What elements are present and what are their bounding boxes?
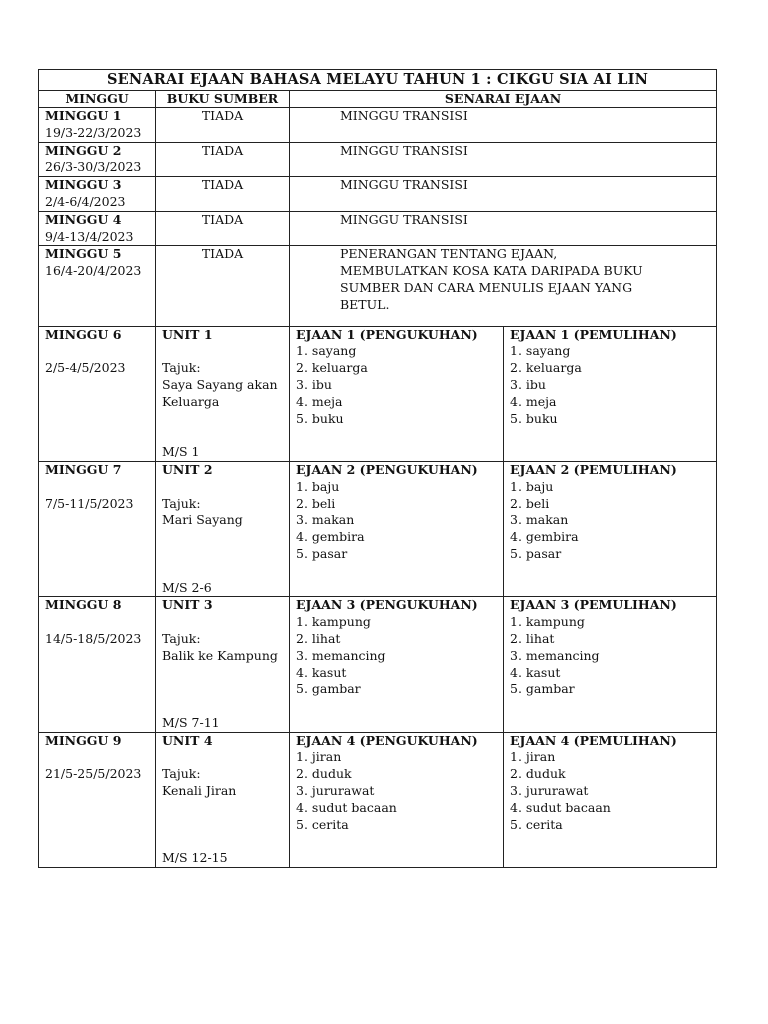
unit-topic: Mari Sayang: [162, 512, 243, 528]
table-row: [39, 326, 717, 461]
unit-label: UNIT 1: [162, 326, 213, 342]
unit-topic: Kenali Jiran: [162, 783, 237, 799]
pemulihan-word: 1. jiran: [510, 749, 556, 765]
pemulihan-title: EJAAN 3 (PEMULIHAN): [510, 597, 677, 613]
pengukuhan-word: 4. gembira: [296, 529, 365, 545]
pengukuhan-title: EJAAN 4 (PENGUKUHAN): [296, 732, 478, 748]
week-cell: [39, 326, 156, 461]
source-value: TIADA: [201, 246, 244, 262]
pemulihan-word: 5. pasar: [510, 545, 562, 561]
unit-label: UNIT 4: [162, 732, 213, 748]
pengukuhan-cell: [290, 732, 504, 867]
header-minggu: MINGGU: [39, 91, 156, 108]
table-row: [39, 597, 717, 732]
week-cell: [39, 597, 156, 732]
spelling-line: MINGGU TRANSISI: [340, 142, 468, 158]
page-ref: M/S 1: [162, 444, 200, 460]
pemulihan-word: 4. sudut bacaan: [510, 799, 611, 815]
tajuk-label: Tajuk:: [162, 495, 201, 511]
spelling-cell: [290, 211, 717, 246]
pengukuhan-word: 4. meja: [296, 393, 343, 409]
week-label: MINGGU 1: [45, 108, 122, 123]
pengukuhan-word: 2. beli: [296, 495, 336, 511]
pemulihan-word: 3. ibu: [510, 376, 546, 392]
spacer: [162, 479, 283, 496]
page-ref: M/S 12-15: [162, 850, 228, 866]
spelling-cell: [290, 142, 717, 177]
week-label: MINGGU 8: [45, 597, 122, 613]
spacer: [162, 411, 283, 445]
spelling-cell: [290, 246, 717, 326]
week-cell: [39, 142, 156, 177]
pengukuhan-cell: [290, 461, 504, 596]
pemulihan-word: 4. meja: [510, 393, 557, 409]
pemulihan-title: EJAAN 4 (PEMULIHAN): [510, 732, 677, 748]
pemulihan-word: 4. kasut: [510, 664, 561, 680]
source-cell: [156, 177, 290, 212]
spacer: [45, 749, 149, 766]
table-row: [39, 177, 717, 212]
pemulihan-word: 5. gambar: [510, 681, 575, 697]
week-dates: 14/5-18/5/2023: [45, 630, 142, 646]
pengukuhan-word: 1. jiran: [296, 749, 342, 765]
pemulihan-word: 3. jururawat: [510, 783, 589, 799]
week-dates: 26/3-30/3/2023: [45, 159, 142, 175]
table-row: [39, 211, 717, 246]
week-dates: 21/5-25/5/2023: [45, 766, 142, 782]
spacer: [162, 800, 283, 850]
pemulihan-word: 5. buku: [510, 410, 558, 426]
table-row: [39, 142, 717, 177]
unit-cell: [156, 597, 290, 732]
title-row: [39, 70, 717, 91]
week-dates: 9/4-13/4/2023: [45, 228, 134, 244]
week-label: MINGGU 3: [45, 177, 122, 193]
pemulihan-cell: [504, 326, 717, 461]
source-cell: [156, 211, 290, 246]
unit-cell: [156, 461, 290, 596]
pemulihan-word: 5. cerita: [510, 816, 563, 832]
week-label: MINGGU 5: [45, 246, 122, 262]
week-dates: 2/5-4/5/2023: [45, 360, 126, 376]
page-ref: M/S 2-6: [162, 579, 212, 595]
pengukuhan-word: 5. gambar: [296, 681, 361, 697]
week-cell: [39, 108, 156, 143]
header-row: [39, 91, 717, 108]
unit-cell: [156, 326, 290, 461]
tajuk-label: Tajuk:: [162, 630, 201, 646]
source-value: TIADA: [201, 142, 244, 158]
week-cell: [39, 246, 156, 326]
spelling-line: PENERANGAN TENTANG EJAAN,: [340, 246, 558, 262]
table-row: [39, 108, 717, 143]
page-ref: M/S 7-11: [162, 714, 220, 730]
pemulihan-cell: [504, 732, 717, 867]
spacer: [45, 343, 149, 360]
tajuk-label: Tajuk:: [162, 360, 201, 376]
unit-topic: Balik ke Kampung: [162, 647, 278, 663]
spacer: [162, 343, 283, 360]
pemulihan-word: 3. makan: [510, 512, 569, 528]
pengukuhan-word: 1. baju: [296, 478, 340, 494]
spacer: [162, 665, 283, 715]
pemulihan-word: 1. kampung: [510, 614, 585, 630]
week-label: MINGGU 7: [45, 461, 122, 477]
spelling-cell: [290, 108, 717, 143]
pemulihan-title: EJAAN 1 (PEMULIHAN): [510, 326, 677, 342]
header-buku-sumber: BUKU SUMBER: [156, 91, 290, 108]
document-title: SENARAI EJAAN BAHASA MELAYU TAHUN 1 : CIKGU SIA AI LIN: [39, 70, 717, 91]
spelling-line: SUMBER DAN CARA MENULIS EJAAN YANG: [340, 279, 633, 295]
week-label: MINGGU 9: [45, 732, 122, 748]
spelling-line: MINGGU TRANSISI: [340, 211, 468, 227]
spelling-cell: [290, 177, 717, 212]
pengukuhan-word: 2. duduk: [296, 766, 352, 782]
spelling-schedule-table: [38, 69, 717, 868]
pengukuhan-word: 3. jururawat: [296, 783, 375, 799]
spelling-line: BETUL.: [340, 296, 390, 312]
pemulihan-word: 1. baju: [510, 478, 554, 494]
week-cell: [39, 732, 156, 867]
spacer: [162, 749, 283, 766]
source-cell: [156, 108, 290, 143]
week-label: MINGGU 2: [45, 142, 122, 158]
unit-label: UNIT 3: [162, 597, 213, 613]
spacer: [45, 479, 149, 496]
pemulihan-cell: [504, 597, 717, 732]
pemulihan-word: 2. duduk: [510, 766, 566, 782]
unit-cell: [156, 732, 290, 867]
spelling-line: MEMBULATKAN KOSA KATA DARIPADA BUKU: [340, 263, 643, 279]
spacer: [162, 614, 283, 631]
pengukuhan-title: EJAAN 3 (PENGUKUHAN): [296, 597, 478, 613]
spacer: [45, 614, 149, 631]
pengukuhan-word: 4. sudut bacaan: [296, 799, 397, 815]
week-label: MINGGU 6: [45, 326, 122, 342]
pemulihan-title: EJAAN 2 (PEMULIHAN): [510, 461, 677, 477]
pengukuhan-title: EJAAN 1 (PENGUKUHAN): [296, 326, 478, 342]
pengukuhan-word: 5. pasar: [296, 545, 348, 561]
pemulihan-word: 2. beli: [510, 495, 550, 511]
source-value: TIADA: [201, 108, 244, 123]
week-dates: 16/4-20/4/2023: [45, 263, 142, 279]
week-cell: [39, 177, 156, 212]
week-cell: [39, 211, 156, 246]
pemulihan-word: 2. lihat: [510, 630, 555, 646]
table-row: [39, 732, 717, 867]
source-value: TIADA: [201, 211, 244, 227]
week-cell: [39, 461, 156, 596]
week-dates: 19/3-22/3/2023: [45, 124, 142, 140]
pengukuhan-title: EJAAN 2 (PENGUKUHAN): [296, 461, 478, 477]
pengukuhan-word: 1. sayang: [296, 343, 357, 359]
spelling-line: MINGGU TRANSISI: [340, 108, 468, 123]
unit-topic: Saya Sayang akan: [162, 376, 278, 392]
week-dates: 7/5-11/5/2023: [45, 495, 134, 511]
pengukuhan-cell: [290, 597, 504, 732]
pengukuhan-word: 3. makan: [296, 512, 355, 528]
header-senarai-ejaan: SENARAI EJAAN: [290, 91, 717, 108]
pemulihan-word: 3. memancing: [510, 647, 600, 663]
pengukuhan-word: 2. lihat: [296, 630, 341, 646]
spacer: [162, 529, 283, 579]
table-body: [39, 70, 717, 868]
pengukuhan-word: 5. buku: [296, 410, 344, 426]
pengukuhan-cell: [290, 326, 504, 461]
pemulihan-cell: [504, 461, 717, 596]
table-row: [39, 246, 717, 326]
pemulihan-word: 1. sayang: [510, 343, 571, 359]
week-label: MINGGU 4: [45, 211, 122, 227]
pemulihan-word: 2. keluarga: [510, 360, 582, 376]
unit-topic: Keluarga: [162, 393, 220, 409]
source-cell: [156, 142, 290, 177]
tajuk-label: Tajuk:: [162, 766, 201, 782]
pengukuhan-word: 1. kampung: [296, 614, 371, 630]
pengukuhan-word: 5. cerita: [296, 816, 349, 832]
pengukuhan-word: 4. kasut: [296, 664, 347, 680]
spelling-line: MINGGU TRANSISI: [340, 177, 468, 193]
pengukuhan-word: 3. ibu: [296, 376, 332, 392]
unit-label: UNIT 2: [162, 461, 213, 477]
pengukuhan-word: 3. memancing: [296, 647, 386, 663]
source-value: TIADA: [201, 177, 244, 193]
table-row: [39, 461, 717, 596]
week-dates: 2/4-6/4/2023: [45, 193, 126, 209]
source-cell: [156, 246, 290, 326]
pemulihan-word: 4. gembira: [510, 529, 579, 545]
pengukuhan-word: 2. keluarga: [296, 360, 368, 376]
